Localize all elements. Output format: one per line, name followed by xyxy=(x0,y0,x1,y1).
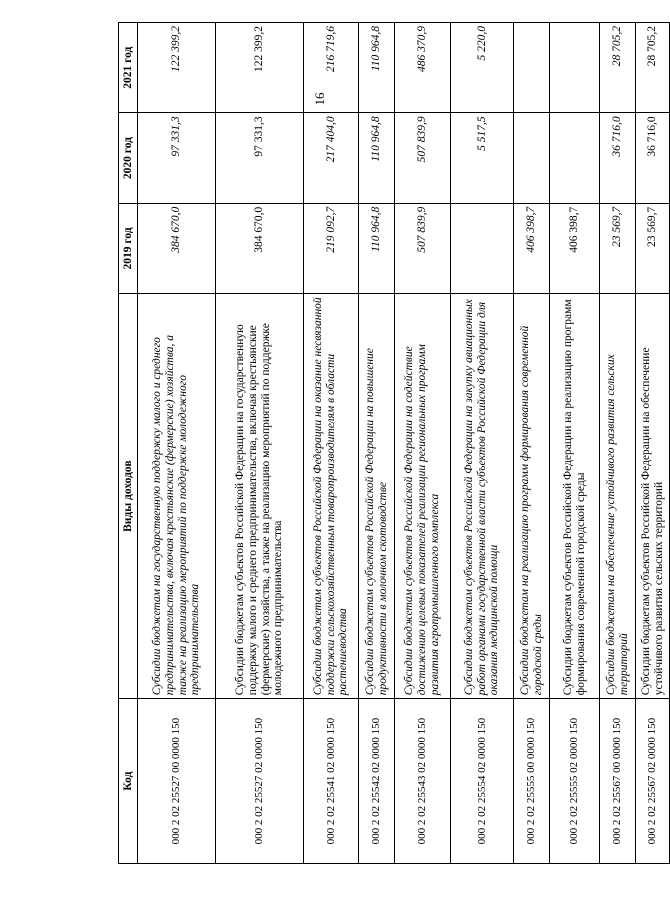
cell-code: 000 2 02 25527 02 0000 150 xyxy=(216,699,304,864)
cell-code: 000 2 02 25527 00 0000 150 xyxy=(138,699,216,864)
cell-code: 000 2 02 25567 00 0000 150 xyxy=(600,699,636,864)
cell-2020: 36 716,0 xyxy=(636,113,670,203)
cell-2020 xyxy=(514,113,550,203)
cell-2021 xyxy=(514,23,550,113)
cell-2020: 36 716,0 xyxy=(600,113,636,203)
table-header-row xyxy=(119,23,138,864)
header-2019: 2019 год xyxy=(119,203,138,293)
cell-code: 000 2 02 25555 02 0000 150 xyxy=(550,699,600,864)
table-row xyxy=(304,23,359,864)
cell-2021: 28 705,2 xyxy=(636,23,670,113)
cell-name: Субсидии бюджетам субъектов Российской Федерации на закупку авиационных работ органами государственной власти субъектов Российской Федерации для оказания медицинской помощи xyxy=(451,294,514,699)
table-row xyxy=(514,23,550,864)
cell-2019: 219 092,7 xyxy=(304,203,359,293)
cell-2021: 122 399,2 xyxy=(138,23,216,113)
header-code: Код xyxy=(119,699,138,864)
cell-2019: 110 964,8 xyxy=(359,203,395,293)
cell-2019: 384 670,0 xyxy=(138,203,216,293)
cell-2021: 28 705,2 xyxy=(600,23,636,113)
cell-2021: 122 399,2 xyxy=(216,23,304,113)
cell-2021 xyxy=(550,23,600,113)
cell-2019: 406 398,7 xyxy=(514,203,550,293)
cell-name: Субсидии бюджетам субъектов Российской Федерации на государственную поддержку малого и среднего предпринимательства, включая крестьянские (фермерские) хозяйства, а также на реализацию мероприятий по поддержке молодежного предпринимательства xyxy=(216,294,304,699)
table-row xyxy=(359,23,395,864)
cell-2019: 406 398,7 xyxy=(550,203,600,293)
cell-name: Субсидии бюджетам субъектов Российской Федерации на повышение продуктивности в молочном скотоводстве xyxy=(359,294,395,699)
cell-2019: 507 839,9 xyxy=(395,203,451,293)
table-row xyxy=(216,23,304,864)
cell-name: Субсидии бюджетам субъектов Российской Федерации на содействие достижению целевых показателей реализации региональных программ развития агропромышленного комплекса xyxy=(395,294,451,699)
cell-2020: 5 517,5 xyxy=(451,113,514,203)
cell-2021: 5 220,0 xyxy=(451,23,514,113)
cell-name: Субсидии бюджетам субъектов Российской Федерации на оказание несвязанной поддержки сельскохозяйственным товаропроизводителям в области растениеводства xyxy=(304,294,359,699)
cell-name: Субсидии бюджетам на обеспечение устойчивого развития сельских территорий xyxy=(600,294,636,699)
table-row xyxy=(550,23,600,864)
cell-code: 000 2 02 25554 02 0000 150 xyxy=(451,699,514,864)
table-row xyxy=(395,23,451,864)
cell-code: 000 2 02 25543 02 0000 150 xyxy=(395,699,451,864)
cell-2019: 23 569,7 xyxy=(600,203,636,293)
cell-name: Субсидии бюджетам на государственную поддержку малого и среднего предпринимательства, включая крестьянские (фермерские) хозяйства, а также на реализацию мероприятий по поддержке молодежного предпринимательства xyxy=(138,294,216,699)
page-number: 16 xyxy=(312,92,327,106)
header-2020: 2020 год xyxy=(119,113,138,203)
cell-code: 000 2 02 25541 02 0000 150 xyxy=(304,699,359,864)
cell-2021: 110 964,8 xyxy=(359,23,395,113)
table-row xyxy=(636,23,670,864)
rotated-page xyxy=(118,22,670,864)
revenue-table xyxy=(118,22,670,864)
cell-2020 xyxy=(550,113,600,203)
cell-2021: 216 719,6 xyxy=(304,23,359,113)
cell-code: 000 2 02 25542 02 0000 150 xyxy=(359,699,395,864)
cell-2020: 507 839,9 xyxy=(395,113,451,203)
table-row xyxy=(600,23,636,864)
header-2021: 2021 год xyxy=(119,23,138,113)
cell-2021: 486 370,9 xyxy=(395,23,451,113)
cell-name: Субсидии бюджетам субъектов Российской Федерации на обеспечение устойчивого развития сельских территорий xyxy=(636,294,670,699)
table-row xyxy=(451,23,514,864)
table-row xyxy=(138,23,216,864)
cell-2020: 97 331,3 xyxy=(138,113,216,203)
cell-code: 000 2 02 25567 02 0000 150 xyxy=(636,699,670,864)
cell-2020: 110 964,8 xyxy=(359,113,395,203)
cell-2019: 23 569,7 xyxy=(636,203,670,293)
cell-2019 xyxy=(451,203,514,293)
cell-2020: 217 404,0 xyxy=(304,113,359,203)
cell-code: 000 2 02 25555 00 0000 150 xyxy=(514,699,550,864)
cell-name: Субсидии бюджетам субъектов Российской Федерации на реализацию программ формирования современной городской среды xyxy=(550,294,600,699)
cell-2020: 97 331,3 xyxy=(216,113,304,203)
cell-name: Субсидии бюджетам на реализацию программ формирования современной городской среды xyxy=(514,294,550,699)
header-name: Виды доходов xyxy=(119,294,138,699)
cell-2019: 384 670,0 xyxy=(216,203,304,293)
